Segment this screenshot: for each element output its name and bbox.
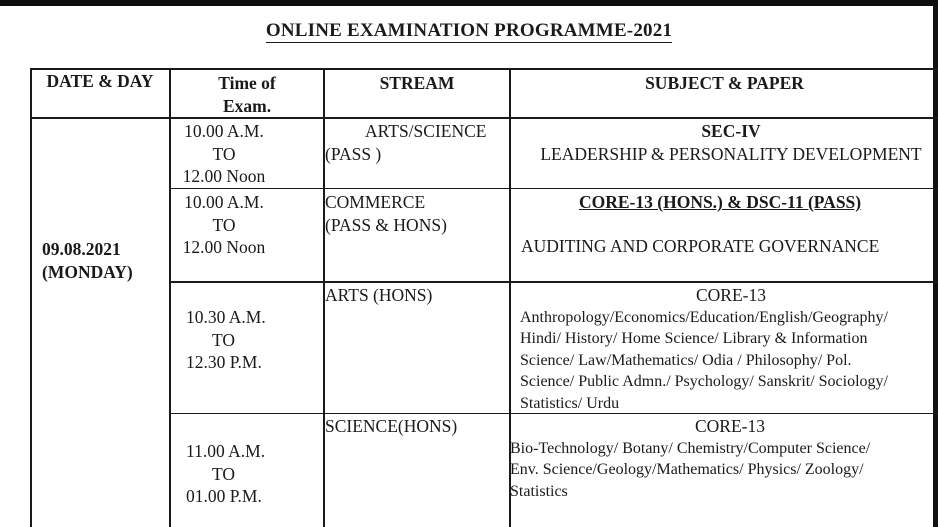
subject-line: Bio-Technology/ Botany/ Chemistry/Computer Science/ [510,439,871,457]
time-cell-row-1: 10.00 A.M. TO 12.00 Noon [182,121,266,186]
subject-cell-row-1 [511,120,938,165]
time-cell-row-4: 11.00 A.M. TO 01.00 P.M. [186,441,266,506]
paper-code: CORE-13 [696,285,766,305]
subject-line: Hindi/ History/ Home Science/ Library & Information [520,330,868,347]
paper-code: CORE-13 (HONS.) & DSC-11 (PASS) [579,192,862,212]
stream-cell-row-4: SCIENCE(HONS) [325,416,458,436]
header-stream: STREAM [379,73,455,93]
subject-line: Statistics/ Urdu [520,394,620,412]
stream-cell-row-3: ARTS (HONS) [325,285,433,305]
subject-line: Anthropology/Economics/Education/English/Geography/ [520,308,888,326]
subject-cell-row-2 [511,191,938,257]
paper-code: SEC-IV [701,121,761,141]
time-cell-row-3: 10.30 A.M. TO 12.30 P.M. [186,307,266,372]
top-border [0,0,938,6]
header-time-of-exam: Time of Exam. [218,73,276,116]
subject-line: AUDITING AND CORPORATE GOVERNANCE [521,235,880,256]
header-subject-paper: SUBJECT & PAPER [645,73,804,93]
subject-cell-row-3 [520,284,938,414]
paper-code: CORE-13 [695,416,765,436]
time-cell-row-2: 10.00 A.M. TO 12.00 Noon [182,192,266,257]
subject-line: LEADERSHIP & PERSONALITY DEVELOPMENT [540,143,922,164]
subject-cell-row-4 [510,415,935,502]
subject-line: Science/ Public Admn./ Psychology/ Sanskrit/ Sociology/ [520,373,888,390]
exam-date: 09.08.2021 (MONDAY) [42,239,133,282]
header-date-day: DATE & DAY [46,71,154,91]
subject-line: Statistics [510,482,568,500]
page-title: ONLINE EXAMINATION PROGRAMME-2021 [265,20,673,41]
stream-cell-row-2: COMMERCE (PASS & HONS) [325,192,447,235]
subject-line: Env. Science/Geology/Mathematics/ Physics/ Zoology/ [510,461,864,478]
stream-cell-row-1: ARTS/SCIENCE (PASS ) [325,121,487,164]
subject-line: Science/ Law/Mathematics/ Odia / Philosophy/ Pol. [520,351,852,369]
